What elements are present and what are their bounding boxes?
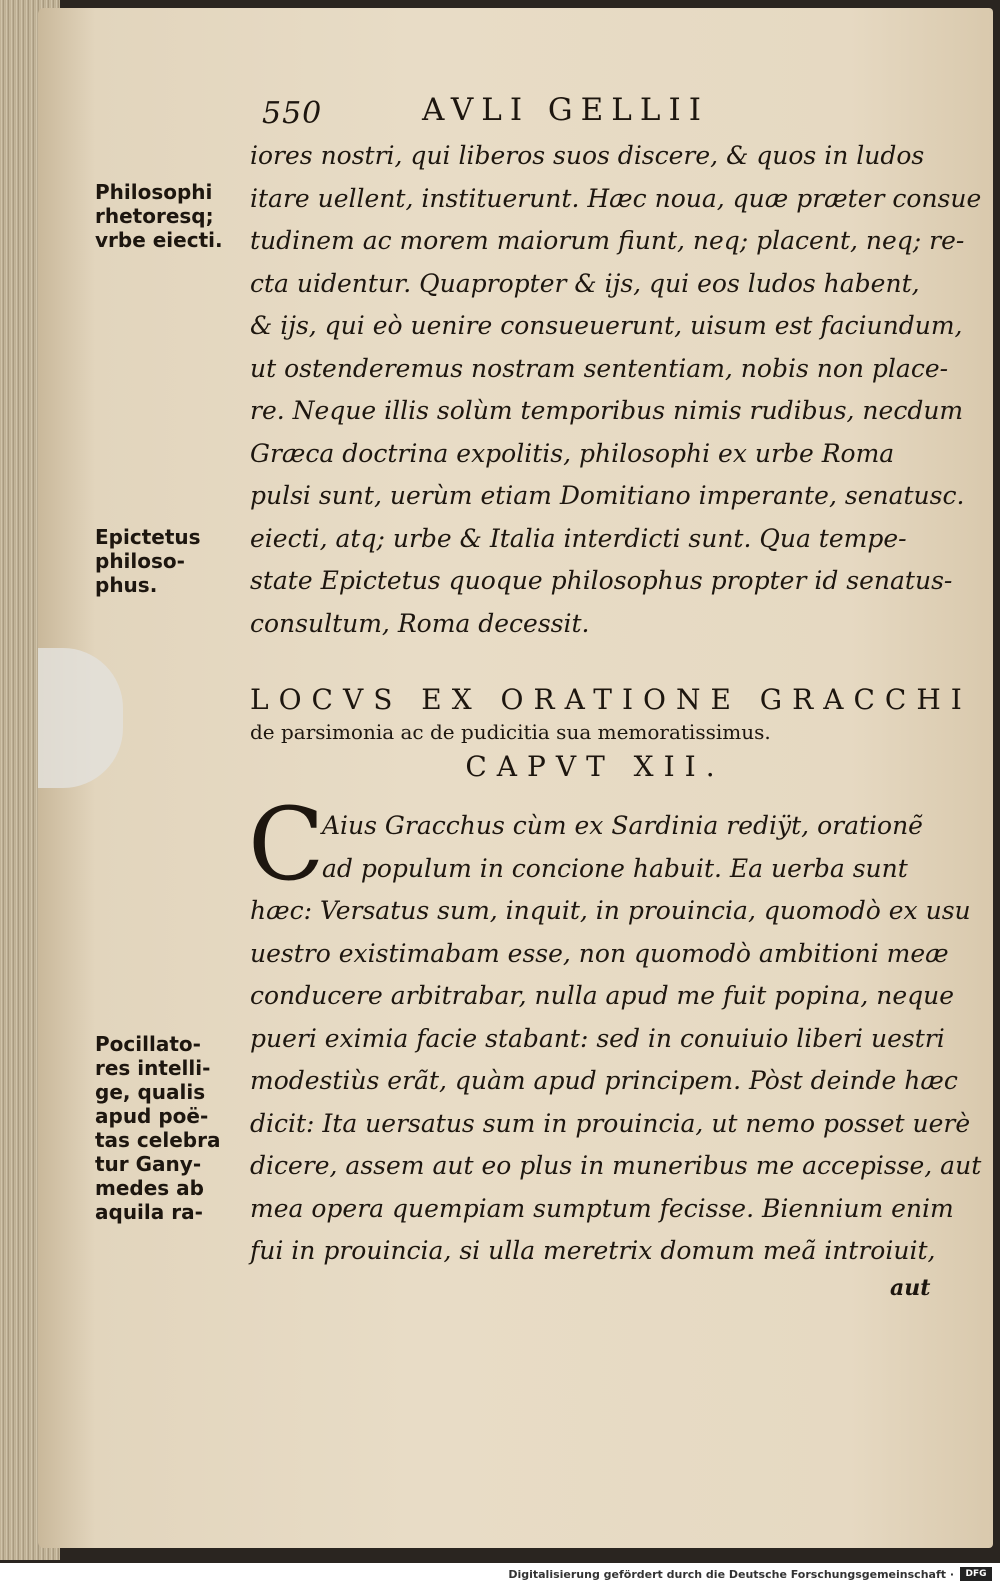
text-line: conducere arbitrabar, nulla apud me fuit popina, neque (250, 981, 955, 1010)
text-line: hæc: Versatus sum, inquit, in prouincia, quomodò ex usu (250, 896, 971, 925)
text-line: dicit: Ita uersatus sum in prouincia, ut nemo posset uerè (250, 1108, 971, 1138)
margin-note-line: res intelli- (95, 1056, 211, 1080)
text-line: ad populum in concione habuit. Ea uerba sunt (322, 853, 908, 883)
margin-note-line: ge, qualis (95, 1080, 206, 1104)
text-line: iores nostri, qui liberos suos discere, & quos in ludos (250, 141, 925, 170)
text-line: itare uellent, instituerunt. Hæc noua, quæ præter consue (250, 183, 982, 213)
margin-note-line: vrbe eiecti. (95, 228, 223, 252)
drop-capital: C (248, 786, 325, 903)
running-title: AVLI GELLII (422, 92, 709, 128)
text-line: pulsi sunt, uerùm etiam Domitiano imperante, senatusc. (250, 481, 965, 510)
margin-note-line: aquila ra- (95, 1200, 203, 1224)
body-text (250, 135, 982, 645)
text-line: Græca doctrina expolitis, philosophi ex urbe Roma (250, 438, 895, 468)
margin-note-line: rhetoresq; (95, 204, 214, 228)
text-line: fui in prouincia, si ulla meretrix domum meã introiuit, (250, 1236, 936, 1265)
chapter-title: LOCVS EX ORATIONE GRACCHI (250, 683, 972, 716)
chapter-number: CAPVT XII. (465, 750, 725, 783)
text-line: state Epictetus quoque philosophus propter id senatus- (250, 566, 953, 595)
margin-note-pocillatores (95, 1032, 245, 1224)
margin-note-philosophi (95, 180, 245, 252)
margin-note-line: phus. (95, 573, 158, 597)
text-line: eiecti, atq; urbe & Italia interdicti sunt. Qua tempe- (250, 523, 907, 553)
margin-note-line: medes ab (95, 1176, 204, 1200)
margin-note-line: tas celebra (95, 1128, 221, 1152)
text-line: dicere, assem aut eo plus in muneribus me accepisse, aut (250, 1151, 982, 1180)
margin-note-line: apud poë- (95, 1104, 209, 1128)
text-line: cta uidentur. Quapropter & ijs, qui eos ludos habent, (250, 268, 920, 298)
margin-note-line: philoso- (95, 549, 185, 573)
text-line: re. Neque illis solùm temporibus nimis rudibus, necdum (250, 396, 964, 425)
text-line: uestro existimabam esse, non quomodò ambitioni meæ (250, 938, 949, 968)
text-line: mea opera quempiam sumptum fecisse. Biennium enim (250, 1193, 954, 1223)
text-line: ut ostenderemus nostram sententiam, nobis non place- (250, 353, 949, 383)
digitization-footer (0, 1563, 1000, 1585)
text-line: pueri eximia facie stabant: sed in conuiuio liberi uestri (250, 1023, 945, 1053)
running-header (262, 92, 782, 136)
text-line: consultum, Roma decessit. (250, 608, 590, 638)
margin-note-line: Pocillato- (95, 1032, 201, 1056)
margin-note-line: Philosophi (95, 180, 213, 204)
text-line: & ijs, qui eò uenire consueuerunt, uisum est faciundum, (250, 311, 963, 340)
footer-credit: Digitalisierung gefördert durch die Deutsche Forschungsgemeinschaft · (508, 1568, 954, 1581)
page-clip-mark (38, 648, 123, 788)
catchword: aut (890, 1275, 931, 1301)
text-line: tudinem ac morem maiorum fiunt, neq; placent, neq; re- (250, 226, 965, 255)
dfg-logo: DFG (960, 1567, 992, 1581)
chapter-text (250, 805, 982, 1273)
text-line: Aius Gracchus cùm ex Sardinia rediÿt, orationẽ (322, 811, 923, 840)
chapter-heading (250, 683, 972, 783)
margin-note-line: Epictetus (95, 525, 201, 549)
page-number: 550 (262, 96, 323, 131)
text-line: modestiùs erãt, quàm apud principem. Pòst deinde hæc (250, 1066, 958, 1095)
margin-note-epictetus (95, 525, 245, 597)
chapter-subtitle: de parsimonia ac de pudicitia sua memoratissimus. (250, 720, 771, 744)
margin-note-line: tur Gany- (95, 1152, 202, 1176)
